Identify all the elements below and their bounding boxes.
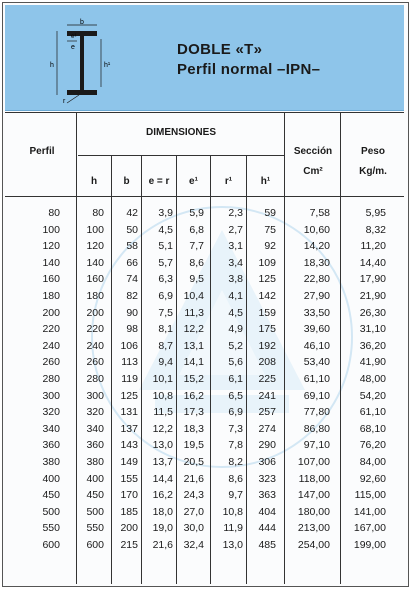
subheader-top-rule <box>78 155 285 156</box>
table-cell: 12,2 <box>152 422 173 435</box>
table-cell: 450 <box>86 489 104 502</box>
table-cell: 175 <box>258 323 276 336</box>
table-cell: 48,00 <box>359 372 386 385</box>
subheader-h: h <box>90 176 98 187</box>
table-cell: 15,2 <box>183 372 204 385</box>
table-cell: 200 <box>120 522 138 535</box>
table-cell: 180,00 <box>297 505 330 518</box>
table-cell: 260 <box>42 356 60 369</box>
table-cell: 280 <box>86 372 104 385</box>
seccion-unit: Cm² <box>303 166 323 177</box>
table-cell: 500 <box>86 505 104 518</box>
table-cell: 159 <box>258 306 276 319</box>
table-cell: 100 <box>86 223 104 236</box>
table-cell: 240 <box>42 339 60 352</box>
table-cell: 199,00 <box>353 538 386 551</box>
peso-header: Peso <box>361 146 385 157</box>
table-cell: 7,8 <box>228 439 243 452</box>
table-cell: 80 <box>92 207 104 219</box>
table-cell: 5,7 <box>158 256 173 269</box>
table-cell: 160 <box>42 273 60 286</box>
table-cell: 76,20 <box>359 439 386 452</box>
table-cell: 280 <box>42 372 60 385</box>
table-cell: 360 <box>42 439 60 452</box>
table-cell: 9,5 <box>189 273 204 286</box>
table-cell: 13,7 <box>152 455 173 468</box>
table-cell: 200 <box>42 306 60 319</box>
table-cell: 380 <box>42 455 60 468</box>
table-cell: 340 <box>42 422 60 435</box>
table-cell: 16,2 <box>152 489 173 502</box>
table-row <box>0 321 411 338</box>
table-cell: 33,50 <box>303 306 330 319</box>
table-cell: 137 <box>120 422 138 435</box>
table-cell: 200 <box>86 306 104 319</box>
table-cell: 8,6 <box>189 256 204 269</box>
table-cell: 444 <box>258 522 276 535</box>
table-cell: 19,0 <box>152 522 173 535</box>
table-cell: 13,1 <box>183 339 204 352</box>
table-cell: 155 <box>120 472 138 485</box>
table-cell: 10,60 <box>303 223 330 236</box>
table-cell: 22,80 <box>303 273 330 286</box>
table-cell: 300 <box>42 389 60 402</box>
table-cell: 143 <box>120 439 138 452</box>
table-cell: 106 <box>120 339 138 352</box>
table-cell: 90 <box>126 306 138 319</box>
table-cell: 21,6 <box>183 472 204 485</box>
table-cell: 5,1 <box>158 240 173 253</box>
table-row <box>0 487 411 504</box>
table-cell: 404 <box>258 505 276 518</box>
table-cell: 80 <box>48 207 60 219</box>
table-cell: 274 <box>258 422 276 435</box>
table-cell: 300 <box>86 389 104 402</box>
table-cell: 21,90 <box>359 289 386 302</box>
table-cell: 180 <box>86 289 104 302</box>
table-cell: 9,4 <box>158 356 173 369</box>
perfil-header: Perfil <box>29 146 55 157</box>
table-row <box>0 520 411 537</box>
table-cell: 98 <box>126 323 138 336</box>
table-cell: 54,20 <box>359 389 386 402</box>
table-cell: 86,80 <box>303 422 330 435</box>
table-cell: 600 <box>86 538 104 551</box>
table-cell: 97,10 <box>303 439 330 452</box>
table-cell: 3,4 <box>228 256 243 269</box>
table-cell: 74 <box>126 273 138 286</box>
table-cell: 380 <box>86 455 104 468</box>
table-cell: 7,58 <box>309 207 330 219</box>
table-row <box>0 271 411 288</box>
table-cell: 550 <box>42 522 60 535</box>
table-cell: 59 <box>264 207 276 219</box>
table-cell: 100 <box>42 223 60 236</box>
table-cell: 19,5 <box>183 439 204 452</box>
table-cell: 46,10 <box>303 339 330 352</box>
table-cell: 120 <box>86 240 104 253</box>
table-cell: 125 <box>120 389 138 402</box>
table-cell: 17,3 <box>183 406 204 419</box>
table-cell: 140 <box>42 256 60 269</box>
table-cell: 500 <box>42 505 60 518</box>
table-cell: 27,90 <box>303 289 330 302</box>
table-cell: 13,0 <box>222 538 243 551</box>
table-cell: 84,00 <box>359 455 386 468</box>
diagram-label-e1: e¹ <box>71 34 77 40</box>
subheader-e-r: e = r <box>148 176 170 187</box>
table-cell: 320 <box>86 406 104 419</box>
subheader-e1: e¹ <box>189 176 198 187</box>
table-cell: 3,9 <box>158 207 173 219</box>
table-cell: 220 <box>42 323 60 336</box>
table-cell: 213,00 <box>297 522 330 535</box>
table-cell: 119 <box>121 372 138 385</box>
table-cell: 69,10 <box>303 389 330 402</box>
table-cell: 4,1 <box>228 289 243 302</box>
table-row <box>0 404 411 421</box>
table-cell: 7,3 <box>228 422 243 435</box>
table-cell: 61,10 <box>303 372 330 385</box>
header-bottom-rule <box>5 196 404 197</box>
table-cell: 10,8 <box>152 389 173 402</box>
table-cell: 4,5 <box>228 306 243 319</box>
table-cell: 4,9 <box>228 323 243 336</box>
table-cell: 4,5 <box>158 223 173 236</box>
table-cell: 142 <box>258 289 276 302</box>
table-cell: 240 <box>86 339 104 352</box>
table-cell: 131 <box>120 406 138 419</box>
table-cell: 485 <box>258 538 276 551</box>
table-cell: 340 <box>86 422 104 435</box>
table-cell: 10,4 <box>183 289 204 302</box>
table-row <box>0 305 411 322</box>
table-cell: 61,10 <box>359 406 386 419</box>
table-cell: 8,32 <box>365 223 386 236</box>
table-cell: 5,6 <box>228 356 243 369</box>
title-line-1: DOBLE «T» <box>177 41 263 58</box>
diagram-label-r: r <box>63 98 66 105</box>
table-cell: 118,00 <box>298 472 330 485</box>
table-cell: 82 <box>126 289 138 302</box>
table-cell: 2,3 <box>228 207 243 219</box>
table-row <box>0 238 411 255</box>
seccion-header: Sección <box>293 146 333 157</box>
table-cell: 120 <box>42 240 60 253</box>
table-cell: 6,3 <box>158 273 173 286</box>
table-cell: 11,9 <box>223 522 243 535</box>
table-row <box>0 537 411 554</box>
table-cell: 6,1 <box>228 372 243 385</box>
table-cell: 8,7 <box>158 339 173 352</box>
table-cell: 141,00 <box>353 505 386 518</box>
table-cell: 5,9 <box>189 207 204 219</box>
table-cell: 3,8 <box>228 273 243 286</box>
table-row <box>0 338 411 355</box>
table-cell: 600 <box>42 538 60 551</box>
table-cell: 550 <box>86 522 104 535</box>
table-cell: 92 <box>264 240 276 253</box>
table-cell: 18,30 <box>303 256 330 269</box>
table-cell: 50 <box>126 223 138 236</box>
title-banner <box>5 5 404 111</box>
table-cell: 77,80 <box>303 406 330 419</box>
table-cell: 109 <box>258 256 276 269</box>
table-cell: 170 <box>120 489 138 502</box>
table-cell: 6,5 <box>228 389 243 402</box>
table-cell: 39,60 <box>303 323 330 336</box>
subheader-r1: r¹ <box>224 176 233 187</box>
table-cell: 113 <box>121 356 138 369</box>
table-cell: 58 <box>126 240 138 253</box>
table-top-rule <box>5 112 404 113</box>
table-cell: 17,90 <box>359 273 386 286</box>
table-cell: 36,20 <box>359 339 386 352</box>
diagram-label-e: e <box>71 44 75 51</box>
table-cell: 3,1 <box>228 240 243 253</box>
table-cell: 27,0 <box>183 505 204 518</box>
table-cell: 192 <box>258 339 276 352</box>
table-cell: 12,2 <box>183 323 204 336</box>
diagram-label-h: h <box>50 62 54 69</box>
table-cell: 225 <box>258 372 276 385</box>
subheader-h1: h¹ <box>260 176 271 187</box>
table-cell: 323 <box>258 472 276 485</box>
title-line-2: Perfil normal –IPN– <box>177 61 321 78</box>
table-cell: 14,40 <box>359 256 386 269</box>
table-cell: 115,00 <box>354 489 386 502</box>
table-cell: 10,1 <box>152 372 173 385</box>
table-cell: 125 <box>258 273 276 286</box>
table-cell: 14,1 <box>183 356 204 369</box>
table-cell: 8,6 <box>228 472 243 485</box>
table-row <box>0 437 411 454</box>
table-cell: 215 <box>120 538 138 551</box>
table-cell: 149 <box>120 455 138 468</box>
table-row <box>0 388 411 405</box>
table-cell: 306 <box>258 455 276 468</box>
table-cell: 180 <box>42 289 60 302</box>
table-cell: 290 <box>258 439 276 452</box>
table-cell: 10,8 <box>222 505 243 518</box>
table-cell: 31,10 <box>359 323 386 336</box>
table-cell: 8,2 <box>228 455 243 468</box>
table-cell: 5,2 <box>228 339 243 352</box>
table-cell: 18,3 <box>183 422 204 435</box>
table-row <box>0 205 411 222</box>
table-cell: 30,0 <box>183 522 204 535</box>
table-cell: 241 <box>258 389 276 402</box>
table-cell: 6,9 <box>158 289 173 302</box>
table-cell: 8,1 <box>158 323 173 336</box>
table-cell: 21,6 <box>152 538 173 551</box>
table-cell: 167,00 <box>353 522 386 535</box>
table-row <box>0 421 411 438</box>
table-cell: 9,7 <box>228 489 243 502</box>
table-cell: 92,60 <box>359 472 386 485</box>
table-cell: 11,5 <box>153 406 173 419</box>
table-cell: 260 <box>86 356 104 369</box>
table-row <box>0 454 411 471</box>
table-cell: 400 <box>42 472 60 485</box>
peso-unit: Kg/m. <box>359 166 387 177</box>
table-cell: 208 <box>258 356 276 369</box>
table-cell: 14,4 <box>152 472 173 485</box>
table-cell: 257 <box>258 406 276 419</box>
table-cell: 66 <box>126 256 138 269</box>
table-cell: 18,0 <box>152 505 173 518</box>
table-cell: 220 <box>86 323 104 336</box>
table-cell: 11,3 <box>184 306 204 319</box>
table-cell: 16,2 <box>183 389 204 402</box>
table-cell: 160 <box>86 273 104 286</box>
table-row <box>0 255 411 272</box>
table-row <box>0 471 411 488</box>
subheader-b: b <box>123 176 130 187</box>
table-body <box>0 205 411 553</box>
table-cell: 41,90 <box>359 356 386 369</box>
table-row <box>0 288 411 305</box>
table-cell: 320 <box>42 406 60 419</box>
table-cell: 11,20 <box>360 240 386 253</box>
table-cell: 6,9 <box>228 406 243 419</box>
table-cell: 363 <box>258 489 276 502</box>
table-row <box>0 371 411 388</box>
table-cell: 26,30 <box>359 306 386 319</box>
table-row <box>0 222 411 239</box>
table-cell: 140 <box>86 256 104 269</box>
table-cell: 450 <box>42 489 60 502</box>
table-row <box>0 504 411 521</box>
table-cell: 32,4 <box>183 538 204 551</box>
table-cell: 185 <box>120 505 138 518</box>
table-cell: 400 <box>86 472 104 485</box>
table-cell: 360 <box>86 439 104 452</box>
table-cell: 75 <box>264 223 276 236</box>
table-cell: 107,00 <box>297 455 330 468</box>
table-cell: 5,95 <box>365 207 386 219</box>
table-cell: 14,20 <box>303 240 330 253</box>
table-cell: 42 <box>126 207 138 219</box>
table-cell: 53,40 <box>303 356 330 369</box>
diagram-label-h1: h¹ <box>104 62 111 69</box>
table-cell: 147,00 <box>297 489 330 502</box>
table-row <box>0 354 411 371</box>
table-cell: 2,7 <box>228 223 243 236</box>
table-cell: 24,3 <box>183 489 204 502</box>
table-cell: 254,00 <box>297 538 330 551</box>
table-cell: 68,10 <box>359 422 386 435</box>
dimensiones-header: DIMENSIONES <box>145 127 216 138</box>
diagram-label-b: b <box>80 19 84 26</box>
table-cell: 13,0 <box>152 439 173 452</box>
table-cell: 7,5 <box>158 306 173 319</box>
table-cell: 7,7 <box>189 240 204 253</box>
ipn-profile-diagram-icon <box>45 17 145 107</box>
table-cell: 6,8 <box>189 223 204 236</box>
table-cell: 20,5 <box>183 455 204 468</box>
